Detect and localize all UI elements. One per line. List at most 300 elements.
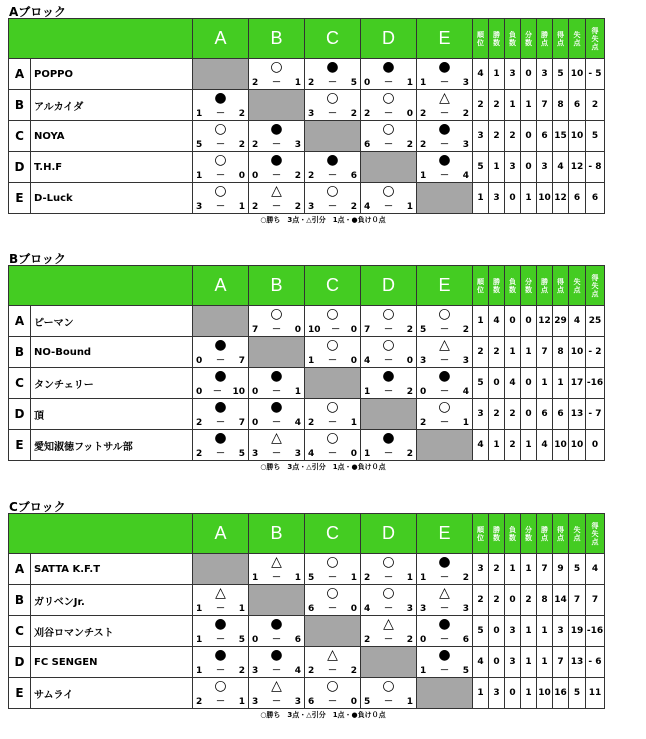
loss-mark: ● [214,399,227,415]
match-result-cell [193,399,249,430]
match-result-cell [193,368,249,399]
result-legend: ○勝ち 3点・△引分 1点・●負け０点 [260,216,386,224]
win-mark: ○ [382,337,395,353]
score-for: 1 [196,171,203,181]
loss-mark: ● [438,554,451,570]
stat-value: 5 [569,678,586,709]
score-for: 2 [420,418,427,428]
match-result-cell [361,183,417,214]
stat-value: 10 [537,678,553,709]
stat-header [586,514,605,554]
score-for: 2 [420,140,427,150]
score-for: 2 [364,573,371,583]
stat-value: 0 [505,585,521,616]
score-against: 1 [350,418,357,428]
match-result-cell [417,337,473,368]
stat-header-char: 順 [477,30,484,39]
score-for: 2 [364,635,371,645]
score-for: 0 [196,387,203,397]
win-mark: ○ [326,183,339,199]
stat-value: 1 [537,647,553,678]
stat-value: 1 [521,678,537,709]
stat-value: 10 [553,430,569,461]
stat-header-char: 点 [541,38,548,47]
match-result-cell [417,90,473,121]
score-for: 1 [252,573,259,583]
stat-value: 1 [489,152,505,183]
match-result-cell [193,152,249,183]
team-row [9,183,605,214]
stat-value: 7 [586,585,605,616]
team-letter: A [9,59,31,90]
self-match-cell [249,337,305,368]
match-score [364,78,413,89]
column-header-D: D [361,514,417,554]
stat-value: 6 [537,399,553,430]
column-header-B: B [249,514,305,554]
stat-header [505,266,521,306]
score-against: 0 [406,356,413,366]
match-score [364,697,413,708]
score-for: 0 [420,387,427,397]
score-dash: － [215,449,225,459]
team-row [9,152,605,183]
match-score [364,449,413,460]
match-score [252,635,301,646]
team-letter: D [9,647,31,678]
match-result-cell [361,430,417,461]
stat-value: 4 [489,306,505,337]
team-row [9,59,605,90]
score-for: 4 [364,356,371,366]
stat-value: 4 [569,306,586,337]
score-against: 0 [350,697,357,707]
team-letter: C [9,616,31,647]
loss-mark: ● [270,121,283,137]
stat-header [489,19,505,59]
stat-value: 2 [489,585,505,616]
match-score [196,356,245,367]
score-dash: － [215,356,225,366]
match-result-cell [361,368,417,399]
score-against: 2 [238,109,245,119]
match-score [196,635,245,646]
match-score [420,356,469,367]
win-mark: ○ [326,430,339,446]
stat-value: 10 [569,430,586,461]
stat-value: 1 [553,368,569,399]
loss-mark: ● [326,59,339,75]
stat-value: 29 [553,306,569,337]
team-row [9,90,605,121]
match-score [420,78,469,89]
stat-header [586,266,605,306]
stat-value: 0 [505,678,521,709]
stat-header-char: 失 [591,34,599,43]
score-dash: － [327,356,337,366]
match-result-cell [305,430,361,461]
stat-value: 1 [521,183,537,214]
score-dash: － [383,202,393,212]
match-score [196,171,245,182]
score-dash: － [271,666,281,676]
block-title: Aブロック [9,5,67,19]
score-dash: － [215,666,225,676]
header-blank [9,19,193,59]
stat-value: 1 [473,678,489,709]
score-for: 10 [308,325,321,335]
team-letter: A [9,554,31,585]
match-score [364,109,413,120]
stat-header-char: 分 [525,277,532,286]
stat-value: 5 [473,368,489,399]
match-result-cell [417,399,473,430]
loss-mark: ● [438,647,451,663]
score-against: 2 [406,325,413,335]
match-result-cell [193,183,249,214]
draw-mark: △ [271,183,282,199]
stat-header-char: 順 [477,525,484,534]
team-row [9,678,605,709]
stat-value: 8 [553,337,569,368]
score-dash: － [327,449,337,459]
stat-header-char: 数 [509,533,516,542]
match-score [252,387,301,398]
score-for: 1 [196,666,203,676]
stat-value: - 6 [586,647,605,678]
self-match-cell [305,368,361,399]
team-row [9,337,605,368]
stat-header [473,19,489,59]
score-against: 3 [462,140,469,150]
score-against: 1 [350,573,357,583]
match-result-cell [361,306,417,337]
score-dash: － [439,109,449,119]
match-result-cell [361,554,417,585]
draw-mark: △ [439,337,450,353]
match-result-cell [193,90,249,121]
team-letter: B [9,90,31,121]
win-mark: ○ [382,90,395,106]
team-name: サムライ [31,678,193,709]
win-mark: ○ [382,121,395,137]
stat-value: 1 [521,647,537,678]
score-against: 10 [232,387,245,397]
score-against: 5 [462,666,469,676]
match-score [420,573,469,584]
score-dash: － [383,140,393,150]
win-mark: ○ [326,554,339,570]
match-result-cell [249,399,305,430]
score-for: 2 [308,418,315,428]
team-row [9,121,605,152]
stat-value: 0 [489,616,505,647]
stat-header-char: 点 [573,285,581,294]
stat-value: 4 [553,152,569,183]
loss-mark: ● [270,616,283,632]
team-letter: B [9,337,31,368]
score-dash: － [439,356,449,366]
score-for: 1 [420,78,427,88]
stat-header-char: 順 [477,277,484,286]
stat-value: 10 [569,121,586,152]
self-match-cell [249,585,305,616]
score-against: 0 [294,325,301,335]
score-for: 2 [308,171,315,181]
win-mark: ○ [382,554,395,570]
standings-table [8,265,605,461]
team-row [9,306,605,337]
match-result-cell [249,59,305,90]
stat-header-char: 点 [557,533,564,542]
match-result-cell [249,678,305,709]
score-against: 1 [238,604,245,614]
match-result-cell [249,306,305,337]
match-score [196,109,245,120]
result-legend: ○勝ち 3点・△引分 1点・●負け０点 [260,711,386,719]
match-score [364,325,413,336]
loss-mark: ● [382,430,395,446]
stat-value: 10 [569,59,586,90]
team-row [9,368,605,399]
stat-header-char: 点 [541,533,548,542]
team-name: 愛知淑徳フットサル部 [31,430,193,461]
score-for: 3 [308,109,315,119]
stat-header-char: 数 [493,38,500,47]
match-score [196,418,245,429]
match-score [308,604,357,615]
score-against: 4 [462,387,469,397]
score-for: 1 [420,171,427,181]
stat-value: 3 [537,59,553,90]
score-against: 5 [350,78,357,88]
score-dash: － [383,78,393,88]
stat-header-char: 得 [591,26,599,35]
stat-value: 8 [537,585,553,616]
score-for: 3 [420,604,427,614]
match-score [308,449,357,460]
score-against: 2 [238,140,245,150]
score-against: 5 [238,635,245,645]
score-dash: － [383,387,393,397]
score-against: 1 [294,573,301,583]
stat-header-char: 点 [591,537,599,546]
stat-header-char: 失 [573,525,581,534]
score-against: 2 [406,635,413,645]
stat-value: 3 [537,152,553,183]
score-dash: － [383,109,393,119]
score-dash: － [271,418,281,428]
score-against: 1 [238,202,245,212]
team-name: タンチェリー [31,368,193,399]
match-score [252,418,301,429]
match-result-cell [249,121,305,152]
match-result-cell [193,616,249,647]
match-result-cell [417,121,473,152]
stat-header [537,514,553,554]
score-dash: － [271,387,281,397]
stat-value: 0 [586,430,605,461]
stat-value: 1 [521,554,537,585]
score-against: 6 [294,635,301,645]
stat-value: 2 [489,399,505,430]
score-for: 1 [420,666,427,676]
stat-header [521,514,537,554]
self-match-cell [193,59,249,90]
score-against: 3 [406,604,413,614]
stat-header-char: 勝 [541,525,548,534]
score-against: 0 [350,449,357,459]
stat-header [553,514,569,554]
team-letter: D [9,399,31,430]
header-blank [9,266,193,306]
stat-header [505,19,521,59]
score-for: 0 [196,356,203,366]
self-match-cell [417,183,473,214]
score-dash: － [271,325,281,335]
stat-header-char: 数 [493,285,500,294]
match-result-cell [361,585,417,616]
stat-value: 3 [473,399,489,430]
score-dash: － [215,140,225,150]
win-mark: ○ [214,152,227,168]
score-for: 6 [364,140,371,150]
column-header-A: A [193,19,249,59]
score-dash: － [215,109,225,119]
score-against: 4 [294,666,301,676]
score-against: 2 [294,202,301,212]
win-mark: ○ [326,337,339,353]
score-for: 7 [252,325,259,335]
stat-header-char: 点 [573,533,581,542]
stat-value: 1 [505,337,521,368]
score-for: 2 [308,666,315,676]
team-letter: C [9,121,31,152]
team-letter: C [9,368,31,399]
stat-header [505,514,521,554]
score-for: 1 [196,604,203,614]
loss-mark: ● [214,647,227,663]
match-score [308,666,357,677]
score-dash: － [327,604,337,614]
stat-value: 0 [521,368,537,399]
match-score [308,171,357,182]
score-against: 2 [350,202,357,212]
match-score [420,635,469,646]
loss-mark: ● [214,430,227,446]
team-letter: E [9,678,31,709]
score-dash: － [383,449,393,459]
score-against: 2 [462,325,469,335]
match-result-cell [249,152,305,183]
match-result-cell [417,152,473,183]
score-for: 5 [196,140,203,150]
match-result-cell [305,306,361,337]
score-for: 0 [364,78,371,88]
stat-value: 0 [489,647,505,678]
match-result-cell [361,121,417,152]
match-score [252,449,301,460]
stat-value: 0 [521,399,537,430]
stat-header [586,19,605,59]
column-header-D: D [361,19,417,59]
column-header-A: A [193,514,249,554]
stat-header [537,266,553,306]
loss-mark: ● [382,59,395,75]
column-header-D: D [361,266,417,306]
loss-mark: ● [438,59,451,75]
stat-value: 0 [521,306,537,337]
score-for: 0 [420,635,427,645]
loss-mark: ● [438,152,451,168]
stat-header [473,514,489,554]
score-dash: － [439,666,449,676]
stat-header-char: 数 [525,285,532,294]
stat-value: 0 [505,306,521,337]
stat-value: 14 [553,585,569,616]
score-dash: － [327,573,337,583]
score-for: 4 [364,202,371,212]
self-match-cell [361,399,417,430]
score-dash: － [439,78,449,88]
score-dash: － [331,325,341,335]
stat-value: 1 [521,337,537,368]
team-row [9,647,605,678]
stat-header-char: 数 [525,533,532,542]
stat-value: 1 [505,90,521,121]
match-score [420,387,469,398]
stat-value: 10 [537,183,553,214]
stat-value: 4 [586,554,605,585]
score-against: 2 [462,109,469,119]
team-row [9,554,605,585]
match-result-cell [417,554,473,585]
score-dash: － [439,387,449,397]
score-dash: － [215,171,225,181]
win-mark: ○ [214,183,227,199]
score-for: 5 [364,697,371,707]
stat-value: 1 [473,183,489,214]
match-score [252,666,301,677]
match-result-cell [249,554,305,585]
score-against: 1 [294,78,301,88]
stat-value: 7 [537,90,553,121]
score-against: 2 [406,449,413,459]
match-result-cell [249,430,305,461]
team-letter: E [9,430,31,461]
team-name: D-Luck [31,183,193,214]
stat-value: 6 [537,121,553,152]
stat-value: 13 [569,647,586,678]
match-score [252,697,301,708]
team-letter: B [9,585,31,616]
stat-value: 2 [505,121,521,152]
win-mark: ○ [326,90,339,106]
stat-header-char: 勝 [493,525,500,534]
score-against: 1 [406,573,413,583]
score-dash: － [383,635,393,645]
score-against: 2 [350,666,357,676]
team-name: アルカイダ [31,90,193,121]
stat-header-char: 失 [573,30,581,39]
loss-mark: ● [382,368,395,384]
stat-header [569,19,586,59]
team-name: POPPO [31,59,193,90]
score-against: 0 [350,604,357,614]
stat-value: 12 [537,306,553,337]
win-mark: ○ [214,121,227,137]
self-match-cell [193,554,249,585]
